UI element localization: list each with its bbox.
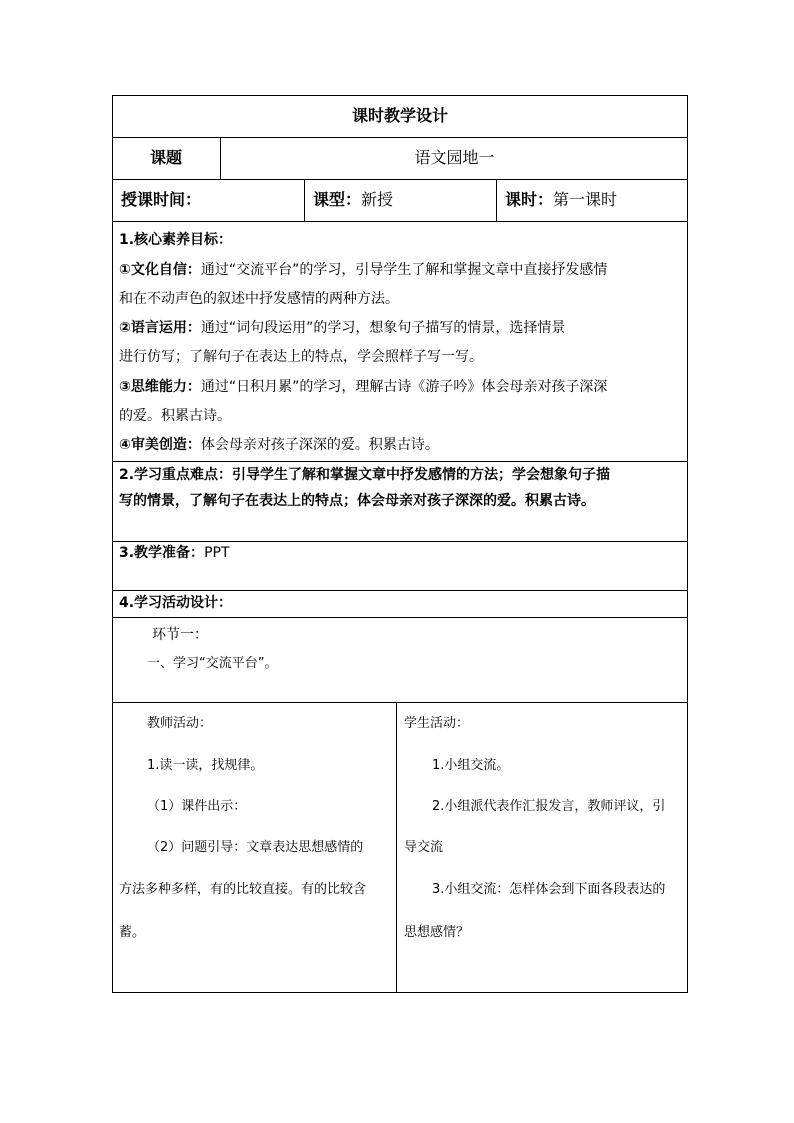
- goal-text: 体会母亲对孩子深深的爱。积累古诗。: [200, 437, 439, 453]
- period-field: [505, 192, 617, 208]
- goal-item: [119, 438, 439, 452]
- divider: [112, 221, 688, 222]
- time-label: 授课时间：: [121, 190, 202, 209]
- goals-heading: 1.核心素养目标：: [119, 232, 233, 248]
- period-value: 第一课时: [553, 190, 618, 209]
- type-field: [313, 192, 393, 208]
- goal-text: 通过“交流平台”的学习，引导学生了解和掌握文章中直接抒发感情: [200, 262, 608, 278]
- divider: [304, 179, 305, 221]
- step-label: 环节一：: [152, 627, 208, 643]
- activity-heading: 4.学习活动设计：: [119, 595, 233, 611]
- goal-item: [119, 380, 607, 394]
- student-line: 1.小组交流。: [432, 758, 510, 773]
- type-value: 新授: [361, 190, 394, 209]
- goal-text: 的爱。积累古诗。: [119, 408, 231, 424]
- prep-value: PPT: [204, 545, 230, 561]
- page-title: 课时教学设计: [351, 106, 448, 125]
- goal-item: [119, 263, 607, 277]
- student-line: 3.小组交流：怎样体会到下面各段表达的: [432, 882, 666, 897]
- key-points-line: 2.学习重点难点：引导学生了解和掌握文章中抒发感情的方法；学会想象句子描: [119, 467, 611, 483]
- goal-text: 和在不动声色的叙述中抒发感情的两种方法。: [119, 291, 399, 307]
- student-line: 思想感情？: [404, 925, 470, 940]
- lesson-table: [112, 95, 688, 993]
- divider: [112, 541, 688, 542]
- divider: [112, 702, 688, 703]
- period-label: 课时：: [505, 190, 554, 209]
- student-line: 导交流: [404, 840, 444, 855]
- divider: [112, 617, 688, 618]
- goal-item: [119, 321, 565, 335]
- student-heading: 学生活动：: [404, 716, 470, 731]
- goal-label: ④审美创造：: [119, 437, 201, 453]
- divider: [112, 137, 688, 138]
- goal-label: ③思维能力：: [119, 379, 201, 395]
- topic-value: 语文园地一: [414, 148, 495, 167]
- teacher-line: （2）问题引导：文章表达思想感情的: [147, 840, 364, 855]
- divider: [496, 179, 497, 221]
- prep-field: [119, 546, 230, 560]
- teacher-line: （1）课件出示：: [147, 799, 247, 814]
- goal-label: ①文化自信：: [119, 262, 201, 278]
- step-title: 一、学习“交流平台”。: [147, 656, 278, 671]
- goal-text: 进行仿写；了解句子在表达上的特点，学会照样子写一写。: [119, 349, 483, 365]
- goal-text: 通过“日积月累”的学习，理解古诗《游子吟》体会母亲对孩子深深: [200, 379, 608, 395]
- goal-label: ②语言运用：: [119, 320, 201, 336]
- divider: [112, 461, 688, 462]
- divider: [396, 702, 397, 993]
- key-points-line: 写的情景，了解句子在表达上的特点；体会母亲对孩子深深的爱。积累古诗。: [119, 493, 595, 509]
- goal-text: 通过“词句段运用”的学习，想象句子描写的情景，选择情景: [200, 320, 566, 336]
- topic-label: 课题: [149, 148, 182, 167]
- type-label: 课型：: [313, 190, 362, 209]
- divider: [112, 179, 688, 180]
- teacher-heading: 教师活动：: [147, 716, 213, 731]
- teacher-line: 1.读一读，找规律。: [147, 758, 264, 773]
- divider: [112, 590, 688, 591]
- student-line: 2.小组派代表作汇报发言，教师评议，引: [432, 799, 666, 814]
- teacher-line: 蓄。: [119, 925, 146, 940]
- teacher-line: 方法多种多样，有的比较直接。有的比较含: [119, 882, 367, 897]
- prep-label: 3.教学准备：: [119, 545, 205, 561]
